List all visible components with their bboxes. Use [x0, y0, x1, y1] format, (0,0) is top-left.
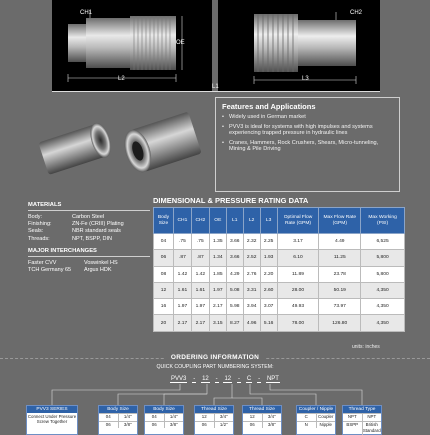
interchange-row: [28, 260, 150, 267]
feature-item: • Widely used in German market: [222, 114, 393, 121]
features-title: Features and Applications: [222, 102, 316, 111]
ordering-box-cell: 3/4": [263, 413, 282, 421]
table-cell: 11.25: [319, 250, 361, 266]
dimension-table-wrapper: [153, 207, 405, 332]
dim-label-l1: L1: [212, 84, 219, 90]
code-thread-size: 12: [224, 376, 232, 382]
dim-label-l2: L2: [118, 76, 125, 82]
interchange-brand: Faster CVV: [28, 259, 57, 266]
table-cell: 16: [154, 299, 174, 315]
table-cell: 2.76: [243, 266, 260, 282]
ordering-box: [194, 405, 234, 435]
table-cell: 1.42: [173, 266, 191, 282]
table-cell: 08: [154, 266, 174, 282]
divider: [28, 256, 150, 257]
table-cell: 1.42: [191, 266, 209, 282]
ordering-box-row: [99, 413, 137, 421]
table-cell: 8.27: [226, 315, 243, 331]
table-cell: 6,525: [361, 234, 405, 250]
ordering-box-cell: 06: [195, 421, 215, 429]
table-cell: 3.66: [226, 234, 243, 250]
coupling-pair-photo: [30, 98, 210, 188]
ordering-box-title: Thread Size: [243, 406, 281, 413]
ordering-box-row: [343, 413, 381, 421]
ordering-box-row: [343, 421, 381, 435]
ordering-box-cell: Coupler: [318, 414, 334, 419]
material-row: [28, 236, 150, 243]
table-cell: 4.96: [243, 315, 260, 331]
table-cell: 1.97: [173, 299, 191, 315]
table-cell: 1.97: [209, 282, 226, 298]
table-body: [154, 234, 405, 332]
ordering-box-cell: 06: [145, 421, 165, 429]
ordering-box-cell: NPT: [363, 413, 382, 421]
col-header: Max Working (PSI): [361, 208, 405, 234]
code-thread-type: NPT: [266, 376, 279, 382]
table-cell: 11.89: [277, 266, 319, 282]
table-cell: 50.19: [319, 282, 361, 298]
table-row: [154, 299, 405, 315]
table-cell: 2.20: [260, 266, 277, 282]
ordering-box-title: PVV3 SERIES: [27, 406, 77, 413]
table-row: [154, 250, 405, 266]
table-cell: 5,800: [361, 250, 405, 266]
table-cell: 3.15: [209, 315, 226, 331]
table-cell: 3.17: [277, 234, 319, 250]
table-cell: 1.34: [209, 250, 226, 266]
ordering-box-row: [243, 413, 281, 421]
table-cell: 4,350: [361, 315, 405, 331]
col-header: OE: [209, 208, 226, 234]
ordering-box-title: Thread Size: [195, 406, 233, 413]
table-cell: 2.17: [209, 299, 226, 315]
ordering-box-title: Coupler / Nipple: [298, 407, 334, 412]
table-header-row: [154, 208, 405, 234]
code-dash: -: [193, 376, 196, 382]
material-row: [28, 214, 150, 221]
ordering-box-row: [195, 421, 233, 429]
ordering-box-title: Thread Type: [343, 406, 381, 413]
ordering-box-cell: 3/8": [263, 421, 282, 429]
units-note: units: inches: [352, 344, 380, 350]
ordering-box-cell: N: [297, 421, 317, 429]
features-list: [222, 114, 393, 153]
table-cell: 06: [154, 250, 174, 266]
ordering-box-title: Body Size: [145, 406, 183, 413]
table-cell: 49.93: [277, 299, 319, 315]
code-dash: -: [258, 376, 261, 382]
ordering-box-cell: Nipple: [317, 421, 336, 429]
code-coupler: C: [246, 376, 252, 382]
table-cell: 1.35: [209, 234, 226, 250]
material-key: Seals:: [28, 228, 44, 235]
coupling-pair-drawing: [30, 98, 210, 188]
material-key: Threads:: [28, 235, 50, 242]
ordering-box-row: [145, 421, 183, 429]
table-cell: 1.85: [209, 266, 226, 282]
material-value: NBR standard seals: [72, 228, 121, 235]
table-cell: 5.16: [260, 315, 277, 331]
interchanges-title: MAJOR INTERCHANGES: [28, 247, 97, 254]
table-cell: 2.52: [243, 250, 260, 266]
material-row: [28, 228, 150, 235]
table-row: [154, 266, 405, 282]
col-header: Optimal Flow Rate (GPM): [277, 208, 319, 234]
ordering-box-title: Body Size: [99, 406, 137, 413]
col-header: L3: [260, 208, 277, 234]
code-body-size: 12: [202, 376, 209, 382]
material-row: [28, 221, 150, 228]
ordering-box-cell: 04: [99, 413, 119, 421]
table-row: [154, 315, 405, 331]
dimension-table: [153, 207, 405, 332]
col-header: L2: [243, 208, 260, 234]
ordering-box: [342, 405, 382, 435]
ordering-box-row: [99, 421, 137, 429]
table-cell: 1.61: [173, 282, 191, 298]
code-dash: -: [238, 376, 241, 382]
ordering-box-cell: 06: [243, 421, 263, 429]
table-cell: 73.97: [319, 299, 361, 315]
divider: [28, 210, 150, 211]
ordering-box-cell: 3/8": [165, 421, 184, 429]
table-cell: 12: [154, 282, 174, 298]
material-value: Carbon Steel: [72, 214, 105, 220]
material-key: Body:: [28, 214, 43, 220]
coupler-drawing: [52, 0, 212, 92]
feature-item: • PVV3 is ideal for systems with high impulses and systems experiencing trapped pressure in hydraulic lines: [222, 124, 393, 137]
table-cell: 4.49: [319, 234, 361, 250]
col-header: L1: [226, 208, 243, 234]
part-number-code: [170, 376, 280, 383]
ordering-box-cell: 04: [145, 413, 165, 421]
coupler-dimension-photo: [52, 0, 212, 92]
table-cell: 1.61: [191, 282, 209, 298]
interchange-brand: Voswinkel HS: [84, 259, 118, 266]
dim-label-oe: OE: [176, 40, 185, 46]
interchange-brand: TCH Germany 65: [28, 267, 72, 274]
nipple-dimension-photo: [218, 0, 380, 92]
ordering-box: [144, 405, 184, 435]
ordering-box-cell: 1/4": [119, 413, 138, 421]
ordering-subtitle: QUICK COUPLING PART NUMBERING SYSTEM:: [156, 364, 274, 370]
ordering-box-cell: NPT: [343, 413, 363, 421]
ordering-box-row: [243, 421, 281, 429]
ordering-box-cell: British Standard: [362, 421, 381, 433]
l1-dimension-line: [52, 91, 380, 92]
features-panel: [215, 97, 400, 192]
table-cell: 28.00: [277, 282, 319, 298]
ordering-box: [242, 405, 282, 435]
table-cell: 04: [154, 234, 174, 250]
table-cell: 2.17: [173, 315, 191, 331]
ordering-box-row: [195, 413, 233, 421]
ordering-box-row: [297, 421, 335, 429]
code-connector-lines: [0, 384, 430, 406]
ordering-box: [296, 405, 336, 435]
table-cell: 2.25: [260, 234, 277, 250]
table-cell: 78.00: [277, 315, 319, 331]
table-cell: 2.60: [260, 282, 277, 298]
table-cell: 3.31: [243, 282, 260, 298]
table-cell: 6.10: [277, 250, 319, 266]
ordering-box: [26, 405, 78, 435]
ordering-box-cell: 3/8": [119, 421, 138, 429]
interchange-brand: Argus HDK: [84, 267, 112, 274]
table-cell: 4.29: [226, 266, 243, 282]
table-cell: 5.98: [226, 299, 243, 315]
col-header: CH1: [173, 208, 191, 234]
ordering-box-cell: 12: [243, 413, 263, 421]
ordering-title-wrap: [0, 354, 430, 361]
ordering-box-cell: 1/2": [215, 421, 234, 429]
dim-label-ch2: CH2: [350, 10, 363, 16]
table-cell: 23.78: [319, 266, 361, 282]
table-cell: 2.17: [191, 315, 209, 331]
dim-label-ch1: CH1: [80, 10, 93, 16]
table-cell: 126.80: [319, 315, 361, 331]
code-dash: -: [215, 376, 218, 382]
interchange-row: [28, 267, 150, 274]
ordering-box-row: [297, 413, 335, 421]
table-cell: 3.66: [226, 250, 243, 266]
ordering-box-cell: 06: [99, 421, 119, 429]
table-cell: .87: [191, 250, 209, 266]
table-cell: 4,350: [361, 282, 405, 298]
ordering-box-description: Connect Under Pressure Screw Together: [27, 414, 77, 425]
material-value: ZN-Fe (CRIII) Plating: [72, 221, 124, 228]
table-cell: .75: [173, 234, 191, 250]
table-cell: 5,800: [361, 266, 405, 282]
col-header: Body Size: [154, 208, 174, 234]
materials-section: [28, 202, 150, 274]
col-header: CH2: [191, 208, 209, 234]
table-cell: 5.08: [226, 282, 243, 298]
table-cell: 1.97: [191, 299, 209, 315]
table-cell: 4,350: [361, 299, 405, 315]
ordering-box-row: [145, 413, 183, 421]
ordering-box-cell: 3/4": [215, 413, 234, 421]
feature-item: • Cranes, Hammers, Rock Crushers, Shears, Micro-tunneling, Mining & Pile Driving: [222, 140, 393, 153]
table-cell: 20: [154, 315, 174, 331]
table-cell: .87: [173, 250, 191, 266]
ordering-box-cell: 1/4": [165, 413, 184, 421]
ordering-box: [98, 405, 138, 435]
table-cell: 3.94: [243, 299, 260, 315]
material-key: Finishing:: [28, 221, 52, 228]
material-value: NPT, BSPP, DIN: [72, 235, 112, 242]
table-row: [154, 234, 405, 250]
interchanges-section: [28, 248, 150, 274]
ordering-box-cell: C: [297, 413, 317, 421]
ordering-title: ORDERING INFORMATION: [165, 354, 265, 361]
ordering-box-cell: BSPP: [343, 421, 363, 435]
code-series: PVV3: [171, 376, 187, 382]
table-cell: .75: [191, 234, 209, 250]
table-title: DIMENSIONAL & PRESSURE RATING DATA: [153, 196, 309, 205]
table-cell: 2.32: [243, 234, 260, 250]
ordering-box-cell: 12: [195, 413, 215, 421]
dim-label-l3: L3: [302, 76, 309, 82]
table-cell: 3.07: [260, 299, 277, 315]
col-header: Max Flow Rate (GPM): [319, 208, 361, 234]
table-cell: 1.93: [260, 250, 277, 266]
table-row: [154, 282, 405, 298]
materials-title: MATERIALS: [28, 202, 62, 208]
